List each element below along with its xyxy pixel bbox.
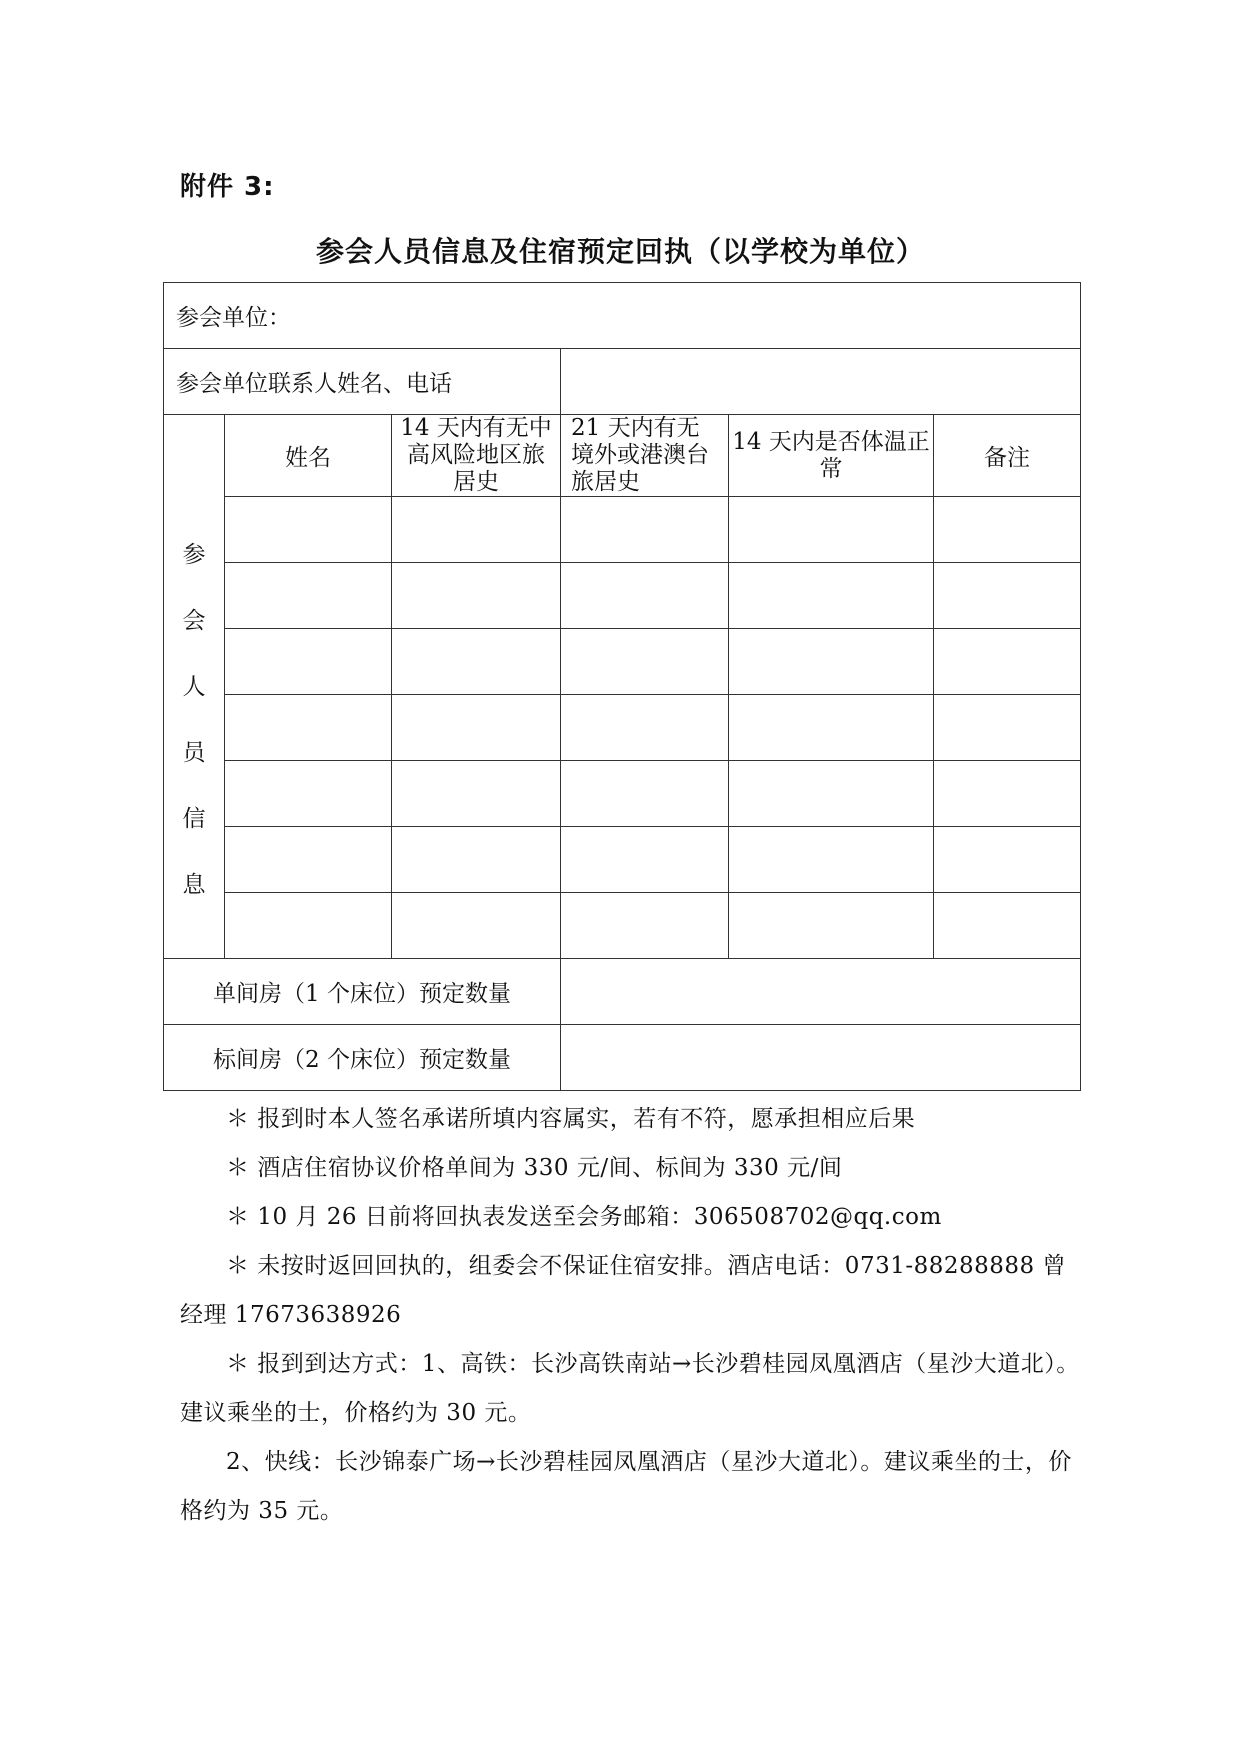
- table-row: [164, 761, 1081, 827]
- single-room-quantity-field[interactable]: [561, 959, 1081, 1025]
- table-row: [164, 497, 1081, 563]
- attachment-label: 附件 3:: [180, 172, 275, 202]
- column-header-overseas: 21 天内有无境外或港澳台旅居史: [561, 415, 729, 497]
- table-row: [164, 827, 1081, 893]
- cell-name[interactable]: [225, 629, 392, 695]
- note-deadline-email: ＊ 10 月 26 日前将回执表发送至会务邮箱：306508702@qq.com: [226, 1204, 942, 1230]
- column-header-remarks: 备注: [934, 415, 1081, 497]
- table-row: [164, 629, 1081, 695]
- note-transport-rail: ＊ 报到到达方式：1、高铁：长沙高铁南站→长沙碧桂园凤凰酒店（星沙大道北）。建议乘坐的士，价格约为 30 元。: [180, 1351, 1080, 1426]
- cell-temperature[interactable]: [729, 629, 934, 695]
- cell-temperature[interactable]: [729, 761, 934, 827]
- side-label-char: 信: [182, 805, 206, 832]
- cell-risk-area[interactable]: [392, 893, 561, 959]
- cell-remarks[interactable]: [934, 497, 1081, 563]
- registration-form-table: [163, 282, 1081, 1091]
- cell-temperature[interactable]: [729, 497, 934, 563]
- cell-remarks[interactable]: [934, 563, 1081, 629]
- column-header-name: 姓名: [225, 415, 392, 497]
- cell-risk-area[interactable]: [392, 497, 561, 563]
- standard-room-quantity-field[interactable]: [561, 1025, 1081, 1091]
- contact-label-cell: [164, 349, 561, 415]
- unit-label: 参会单位：: [176, 305, 291, 331]
- cell-name[interactable]: [225, 761, 392, 827]
- cell-risk-area[interactable]: [392, 563, 561, 629]
- cell-temperature[interactable]: [729, 893, 934, 959]
- cell-name[interactable]: [225, 893, 392, 959]
- side-label-char: 人: [182, 673, 206, 700]
- cell-name[interactable]: [225, 827, 392, 893]
- notes-section: [180, 1095, 1080, 1536]
- cell-remarks[interactable]: [934, 761, 1081, 827]
- cell-remarks[interactable]: [934, 893, 1081, 959]
- cell-temperature[interactable]: [729, 563, 934, 629]
- table-row: [164, 563, 1081, 629]
- cell-overseas[interactable]: [561, 695, 729, 761]
- column-header-risk-area: 14 天内有无中高风险地区旅居史: [392, 415, 561, 497]
- single-room-label: 单间房（1 个床位）预定数量: [164, 959, 561, 1025]
- cell-name[interactable]: [225, 497, 392, 563]
- cell-name[interactable]: [225, 563, 392, 629]
- contact-input-cell[interactable]: [561, 349, 1081, 415]
- side-label-char: 息: [182, 871, 206, 898]
- document-title: 参会人员信息及住宿预定回执（以学校为单位）: [315, 235, 925, 268]
- contact-label: 参会单位联系人姓名、电话: [176, 371, 452, 397]
- standard-room-label: 标间房（2 个床位）预定数量: [164, 1025, 561, 1091]
- cell-remarks[interactable]: [934, 695, 1081, 761]
- cell-overseas[interactable]: [561, 761, 729, 827]
- attendee-info-side-label: [164, 415, 225, 959]
- side-label-char: 会: [182, 607, 206, 634]
- side-label-char: 参: [182, 541, 206, 568]
- table-row: [164, 695, 1081, 761]
- cell-overseas[interactable]: [561, 563, 729, 629]
- table-row: [164, 893, 1081, 959]
- note-hotel-price: ＊ 酒店住宿协议价格单间为 330 元/间、标间为 330 元/间: [226, 1155, 843, 1181]
- note-hotel-contact: ＊ 未按时返回回执的，组委会不保证住宿安排。酒店电话：0731-88288888 曾经理 17673638926: [180, 1253, 1066, 1328]
- unit-field[interactable]: [164, 283, 1081, 349]
- cell-risk-area[interactable]: [392, 827, 561, 893]
- attendee-header-row: [164, 415, 1081, 497]
- side-label-char: 员: [182, 739, 206, 766]
- cell-overseas[interactable]: [561, 827, 729, 893]
- cell-overseas[interactable]: [561, 629, 729, 695]
- cell-risk-area[interactable]: [392, 761, 561, 827]
- note-transport-express: 2、快线：长沙锦泰广场→长沙碧桂园凤凰酒店（星沙大道北）。建议乘坐的士，价格约为 35 元。: [180, 1449, 1072, 1524]
- cell-temperature[interactable]: [729, 695, 934, 761]
- cell-overseas[interactable]: [561, 893, 729, 959]
- cell-name[interactable]: [225, 695, 392, 761]
- cell-risk-area[interactable]: [392, 695, 561, 761]
- column-header-temperature: 14 天内是否体温正常: [729, 415, 934, 497]
- cell-temperature[interactable]: [729, 827, 934, 893]
- cell-overseas[interactable]: [561, 497, 729, 563]
- cell-risk-area[interactable]: [392, 629, 561, 695]
- note-commitment: ＊ 报到时本人签名承诺所填内容属实，若有不符，愿承担相应后果: [226, 1106, 916, 1132]
- cell-remarks[interactable]: [934, 827, 1081, 893]
- cell-remarks[interactable]: [934, 629, 1081, 695]
